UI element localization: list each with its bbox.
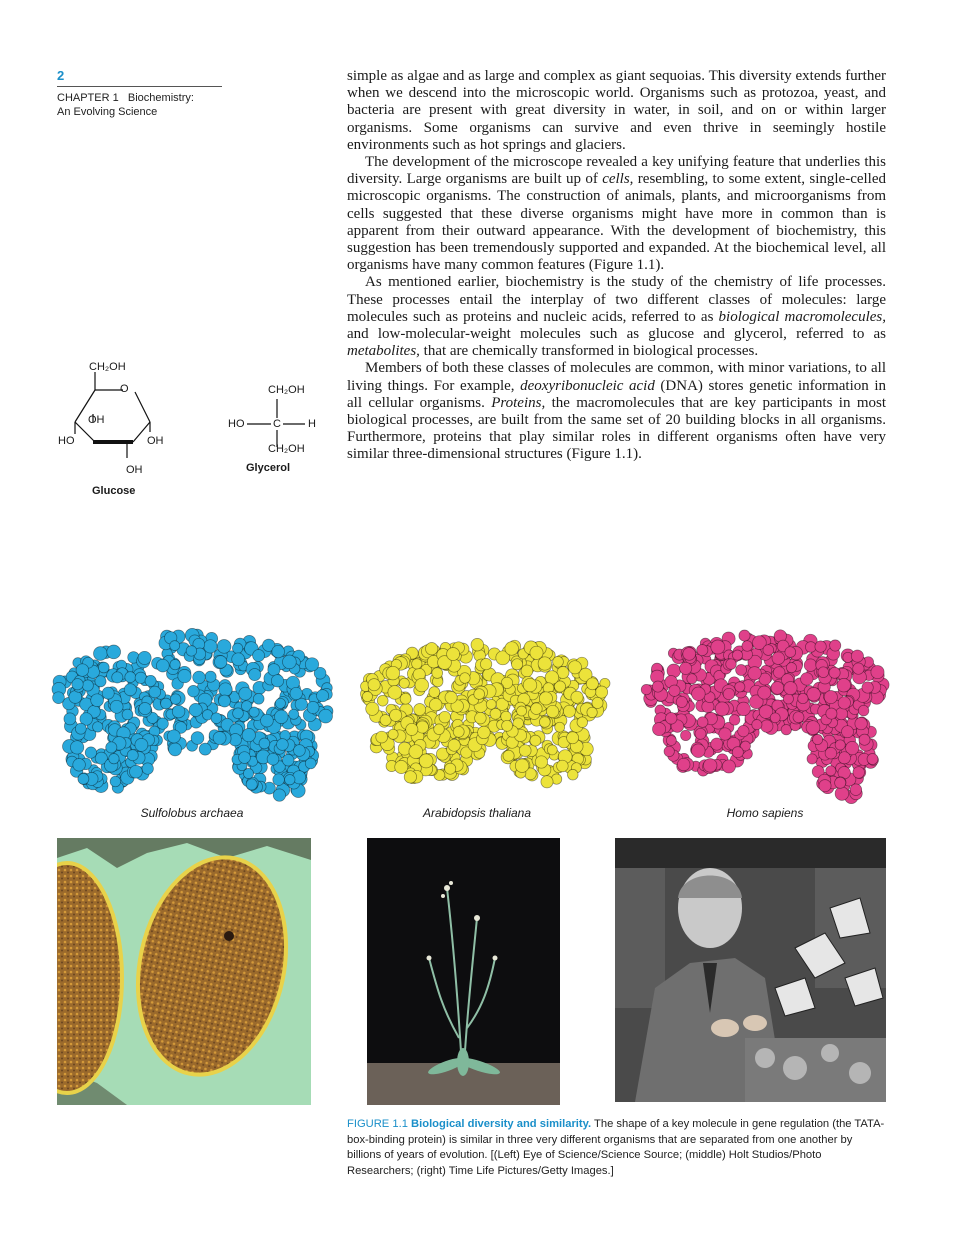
protein-atom bbox=[277, 739, 289, 751]
protein-atom bbox=[445, 691, 457, 703]
protein-atom bbox=[275, 710, 289, 724]
protein-atom bbox=[687, 674, 697, 684]
protein-atom bbox=[815, 641, 826, 652]
protein-atom bbox=[665, 713, 677, 725]
protein-atom bbox=[460, 673, 471, 684]
protein-atom bbox=[505, 642, 519, 656]
protein-atom bbox=[538, 657, 551, 670]
chapter-title-line2: An Evolving Science bbox=[57, 106, 158, 118]
protein-atom bbox=[503, 750, 514, 761]
protein-atom bbox=[261, 714, 274, 727]
protein-atom bbox=[486, 699, 496, 709]
protein-atom bbox=[189, 703, 202, 716]
figure-title: Biological diversity and similarity. bbox=[411, 1118, 592, 1130]
protein-atom bbox=[770, 713, 780, 723]
protein-atom bbox=[412, 659, 422, 669]
protein-atom bbox=[232, 643, 242, 653]
protein-atom bbox=[474, 689, 485, 700]
protein-atom bbox=[683, 648, 696, 661]
protein-atom bbox=[447, 648, 460, 661]
figure-caption-text: The shape of a key molecule in gene regulation (the TATA-box-binding protein) is similar in three very different organisms that are separated from one another by billions of years of evolution. [(Left) Eye of Science/Science Source; (middle) Holt Studios/Photo Researchers; (right) Time Life Pictures/Getty Images.] bbox=[347, 1118, 885, 1177]
protein-atom bbox=[697, 645, 708, 656]
protein-atom bbox=[842, 726, 854, 738]
protein-atom bbox=[434, 724, 445, 735]
protein-atom bbox=[275, 698, 285, 708]
protein-atom bbox=[253, 650, 265, 662]
protein-model-homo-sapiens bbox=[638, 625, 898, 805]
protein-atom bbox=[388, 729, 398, 739]
glucose-oh-bottom: OH bbox=[126, 464, 143, 476]
term-proteins: Proteins, bbox=[491, 394, 546, 411]
protein-atom bbox=[586, 678, 598, 690]
protein-atom bbox=[471, 638, 484, 651]
protein-atom bbox=[835, 777, 846, 788]
term-cells: cells, bbox=[602, 171, 634, 188]
glycerol-ho: HO bbox=[228, 418, 245, 430]
protein-atom bbox=[273, 774, 285, 786]
protein-atom bbox=[692, 744, 706, 758]
protein-atom bbox=[170, 659, 180, 669]
glycerol-label: Glycerol bbox=[246, 462, 291, 474]
protein-atom bbox=[249, 669, 261, 681]
protein-atom bbox=[445, 763, 456, 774]
protein-atom bbox=[85, 747, 96, 758]
protein-atom bbox=[124, 684, 136, 696]
protein-atom bbox=[669, 685, 680, 696]
protein-atom bbox=[285, 775, 295, 785]
protein-atom bbox=[732, 747, 743, 758]
protein-atom bbox=[786, 663, 796, 673]
protein-atom bbox=[858, 705, 869, 716]
protein-atom bbox=[541, 776, 553, 788]
term-metabolites: metabolites, bbox=[347, 343, 420, 360]
paragraph-4: Members of both these classes of molecules are common, with minor variations, to all living things. For example, deoxyribonucleic acid (DNA) stores genetic information in all cellular organisms. Proteins, the macromolecules that are key participants in most biological processes, are built from the same set of 20 building blocks in all organisms. Furthermore, proteins that play similar roles in different organisms often have very similar three-dimensional structures (Figure 1.1). bbox=[347, 360, 887, 463]
protein-atom bbox=[98, 662, 109, 673]
protein-atom bbox=[429, 698, 442, 711]
protein-atom bbox=[596, 686, 608, 698]
term-macromolecules: biological macromolecules, bbox=[718, 308, 886, 325]
protein-atom bbox=[145, 675, 156, 686]
protein-atom bbox=[692, 687, 706, 701]
species-label-sulfolobus: Sulfolobus archaea bbox=[140, 806, 244, 820]
protein-atom bbox=[512, 659, 523, 670]
paragraph-1: simple as algae and as large and complex as giant sequoias. This diversity extends further when we descend into the microscopic world. Organisms such as protozoa, yeast, and bacteria are present with great diversity in water, in soil, and on or within larger organisms. Some organisms can survive and even thrive in seemingly hostile environments such as hot springs and glaciers. bbox=[347, 68, 886, 153]
protein-atom bbox=[93, 722, 103, 732]
protein-atom bbox=[824, 691, 837, 704]
protein-atom bbox=[732, 650, 742, 660]
protein-atom bbox=[531, 703, 543, 715]
protein-atom bbox=[273, 789, 285, 801]
protein-atom bbox=[851, 650, 863, 662]
protein-atom bbox=[233, 708, 244, 719]
protein-atom bbox=[178, 669, 191, 682]
protein-atom bbox=[695, 728, 706, 739]
glycerol-bottom-ch2oh: CH₂OH bbox=[268, 443, 305, 455]
protein-atom bbox=[242, 728, 255, 741]
protein-atom bbox=[268, 664, 280, 676]
protein-atom bbox=[267, 753, 279, 765]
glucose-ho-left: HO bbox=[58, 435, 75, 447]
protein-atom bbox=[232, 653, 245, 666]
protein-atom bbox=[530, 735, 541, 746]
protein-atom bbox=[563, 705, 575, 717]
protein-atom bbox=[127, 750, 138, 761]
protein-atom bbox=[259, 738, 270, 749]
protein-atom bbox=[761, 720, 773, 732]
protein-atom bbox=[170, 641, 180, 651]
protein-atom bbox=[53, 692, 65, 704]
protein-atom bbox=[130, 765, 143, 778]
protein-atom bbox=[376, 731, 388, 743]
protein-atom bbox=[217, 640, 231, 654]
glucose-ch2oh: CH₂OH bbox=[89, 361, 126, 373]
protein-atom bbox=[106, 742, 117, 753]
protein-atom bbox=[161, 698, 172, 709]
protein-atom bbox=[188, 685, 200, 697]
protein-atom bbox=[545, 671, 559, 685]
protein-atom bbox=[697, 717, 708, 728]
protein-atom bbox=[807, 754, 817, 764]
protein-atom bbox=[783, 694, 793, 704]
protein-atom bbox=[149, 686, 161, 698]
photo-scientist-with-molecular-models bbox=[615, 838, 886, 1102]
protein-atom bbox=[826, 766, 836, 776]
species-label-arabidopsis: Arabidopsis thaliana bbox=[422, 806, 532, 820]
protein-atom bbox=[819, 780, 831, 792]
photo-archaea-micrograph bbox=[57, 838, 311, 1105]
protein-atom bbox=[246, 779, 257, 790]
protein-atom bbox=[546, 705, 558, 717]
protein-atom bbox=[855, 717, 867, 729]
protein-atom bbox=[193, 671, 206, 684]
protein-atom bbox=[835, 787, 849, 801]
protein-atom bbox=[793, 712, 804, 723]
protein-atom bbox=[711, 640, 725, 654]
protein-atom bbox=[125, 672, 136, 683]
protein-atom bbox=[399, 678, 409, 688]
protein-atom bbox=[523, 678, 537, 692]
protein-atom bbox=[426, 643, 438, 655]
protein-atom bbox=[76, 664, 89, 677]
protein-atom bbox=[838, 697, 850, 709]
protein-atom bbox=[577, 717, 588, 728]
protein-atom bbox=[784, 682, 797, 695]
protein-atom bbox=[386, 666, 400, 680]
protein-atom bbox=[825, 747, 837, 759]
protein-atom bbox=[666, 736, 676, 746]
body-text bbox=[347, 68, 886, 464]
protein-atom bbox=[653, 723, 666, 736]
protein-atom bbox=[239, 752, 251, 764]
protein-atom bbox=[592, 697, 603, 708]
protein-atom bbox=[853, 663, 864, 674]
protein-atom bbox=[676, 696, 687, 707]
protein-atom bbox=[722, 760, 735, 773]
protein-atom bbox=[772, 652, 785, 665]
protein-atom bbox=[837, 678, 851, 692]
protein-atom bbox=[478, 726, 491, 739]
protein-atom bbox=[502, 720, 513, 731]
protein-atom bbox=[664, 746, 674, 756]
protein-atom bbox=[142, 763, 153, 774]
protein-atom bbox=[736, 665, 747, 676]
glucose-oh-right: OH bbox=[147, 435, 164, 447]
protein-atom bbox=[555, 722, 565, 732]
protein-atom bbox=[763, 645, 774, 656]
protein-atom bbox=[271, 675, 283, 687]
protein-atom bbox=[395, 760, 408, 773]
protein-atom bbox=[110, 776, 121, 787]
protein-atom bbox=[73, 759, 86, 772]
glucose-ring-oxygen: O bbox=[120, 383, 129, 395]
protein-atom bbox=[719, 728, 731, 740]
protein-atom bbox=[680, 662, 692, 674]
protein-atom bbox=[400, 693, 411, 704]
protein-atom bbox=[871, 666, 884, 679]
protein-atom bbox=[715, 702, 729, 716]
protein-atom bbox=[838, 752, 850, 764]
protein-atom bbox=[282, 754, 294, 766]
protein-atom bbox=[567, 732, 579, 744]
paragraph-2: The development of the microscope revealed a key unifying feature that underlies this diversity. Large organisms are built up of cells, resembling, to some extent, single-celled microscopic organisms. The construction of animals, plants, and microorganisms from cells suggested that these diverse organisms might have more in common than is apparent from their outward appearance. With the development of biochemistry, this suggestion has been tremendously supported and expanded. At the biochemical level, all organisms have many common features (Figure 1.1). bbox=[347, 154, 886, 274]
protein-atom bbox=[388, 686, 402, 700]
protein-atom bbox=[835, 740, 845, 750]
protein-atom bbox=[390, 709, 402, 721]
protein-atom bbox=[416, 721, 428, 733]
protein-atom bbox=[213, 732, 226, 745]
protein-atom bbox=[587, 707, 597, 717]
protein-atom bbox=[641, 684, 651, 694]
protein-atom bbox=[853, 767, 865, 779]
protein-atom bbox=[366, 702, 379, 715]
protein-atom bbox=[239, 687, 252, 700]
photo-arabidopsis-plant bbox=[367, 838, 560, 1105]
sidebar-divider bbox=[57, 86, 222, 87]
protein-atom bbox=[521, 665, 533, 677]
chapter-sidebar bbox=[57, 68, 222, 119]
protein-atom bbox=[568, 769, 579, 780]
protein-atom bbox=[801, 673, 814, 686]
protein-atom bbox=[439, 711, 451, 723]
protein-atom bbox=[243, 768, 253, 778]
protein-atom bbox=[135, 738, 148, 751]
protein-atom bbox=[362, 692, 372, 702]
protein-atom bbox=[368, 679, 380, 691]
protein-atom bbox=[415, 678, 429, 692]
protein-atom bbox=[249, 707, 259, 717]
protein-atom bbox=[319, 709, 333, 723]
protein-atom bbox=[737, 702, 751, 716]
protein-atom bbox=[739, 630, 750, 641]
protein-atom bbox=[186, 646, 197, 657]
protein-atom bbox=[723, 688, 734, 699]
protein-atom bbox=[480, 658, 491, 669]
protein-atom bbox=[294, 745, 306, 757]
protein-atom bbox=[742, 641, 753, 652]
protein-atom bbox=[547, 745, 557, 755]
protein-atom bbox=[535, 756, 547, 768]
protein-atom bbox=[283, 655, 297, 669]
protein-atom bbox=[289, 709, 299, 719]
protein-model-arabidopsis bbox=[355, 630, 615, 790]
protein-atom bbox=[404, 771, 416, 783]
protein-atom bbox=[862, 682, 873, 693]
protein-atom bbox=[738, 725, 749, 736]
protein-atom bbox=[169, 743, 182, 756]
protein-atom bbox=[711, 738, 723, 750]
protein-atom bbox=[156, 659, 169, 672]
protein-atom bbox=[172, 705, 185, 718]
protein-atom bbox=[539, 717, 550, 728]
protein-atom bbox=[70, 741, 83, 754]
protein-atom bbox=[490, 708, 501, 719]
protein-atom bbox=[826, 708, 837, 719]
protein-model-sulfolobus bbox=[50, 625, 340, 805]
protein-atom bbox=[64, 713, 76, 725]
glucose-ring bbox=[55, 370, 165, 470]
protein-atom bbox=[571, 691, 583, 703]
protein-atom bbox=[798, 693, 808, 703]
protein-atom bbox=[517, 706, 527, 716]
protein-atom bbox=[317, 690, 329, 702]
protein-atom bbox=[432, 668, 443, 679]
protein-atom bbox=[191, 732, 204, 745]
protein-atom bbox=[850, 784, 862, 796]
protein-atom bbox=[735, 682, 745, 692]
protein-atom bbox=[414, 704, 426, 716]
protein-atom bbox=[804, 659, 817, 672]
paragraph-3: As mentioned earlier, biochemistry is the study of the chemistry of life processes. These processes entail the interplay of two different classes of molecules: large molecules such as proteins and nucleic acids, referred to as biological macromolecules, and low-molecular-weight molecules such as glucose and glycerol, referred to as metabolites, that are chemically transformed in biological processes. bbox=[347, 274, 886, 360]
protein-atom bbox=[211, 713, 222, 724]
protein-atom bbox=[138, 651, 151, 664]
protein-atom bbox=[72, 679, 83, 690]
protein-atom bbox=[813, 734, 823, 744]
glucose-label: Glucose bbox=[92, 485, 136, 497]
protein-atom bbox=[377, 695, 388, 706]
glycerol-top-ch2oh: CH₂OH bbox=[268, 384, 305, 396]
glycerol-h: H bbox=[308, 418, 316, 430]
protein-atom bbox=[475, 712, 487, 724]
protein-atom bbox=[758, 686, 771, 699]
species-label-homo-sapiens: Homo sapiens bbox=[726, 806, 804, 820]
protein-atom bbox=[729, 715, 740, 726]
protein-atom bbox=[406, 723, 418, 735]
protein-atom bbox=[453, 726, 464, 737]
protein-atom bbox=[515, 759, 529, 773]
protein-atom bbox=[752, 720, 762, 730]
protein-atom bbox=[557, 760, 569, 772]
protein-atom bbox=[290, 687, 302, 699]
protein-atom bbox=[78, 773, 89, 784]
protein-atom bbox=[214, 656, 227, 669]
protein-atom bbox=[830, 640, 841, 651]
protein-atom bbox=[829, 667, 840, 678]
protein-atom bbox=[75, 723, 86, 734]
protein-atom bbox=[806, 721, 820, 735]
protein-atom bbox=[677, 758, 690, 771]
protein-atom bbox=[652, 681, 663, 692]
figure-caption bbox=[347, 1117, 887, 1179]
protein-atom bbox=[199, 743, 211, 755]
protein-atom bbox=[539, 692, 552, 705]
protein-atom bbox=[253, 693, 264, 704]
protein-atom bbox=[859, 734, 870, 745]
chapter-title-line1: CHAPTER 1 Biochemistry: bbox=[57, 92, 194, 104]
protein-atom bbox=[91, 694, 104, 707]
protein-atom bbox=[807, 687, 821, 701]
protein-atom bbox=[703, 759, 717, 773]
protein-atom bbox=[95, 676, 106, 687]
protein-atom bbox=[102, 687, 114, 699]
protein-atom bbox=[272, 645, 285, 658]
protein-atom bbox=[157, 718, 168, 729]
protein-atom bbox=[112, 672, 123, 683]
protein-atom bbox=[219, 695, 231, 707]
protein-atom bbox=[553, 656, 564, 667]
protein-atom bbox=[107, 645, 121, 659]
protein-atom bbox=[205, 671, 216, 682]
protein-atom bbox=[748, 667, 761, 680]
protein-atom bbox=[110, 700, 123, 713]
protein-atom bbox=[122, 709, 133, 720]
glucose-oh-upper: OH bbox=[88, 414, 105, 426]
protein-atom bbox=[867, 754, 878, 765]
protein-atom bbox=[305, 658, 318, 671]
protein-atom bbox=[219, 683, 232, 696]
protein-atom bbox=[307, 701, 319, 713]
protein-atom bbox=[726, 659, 737, 670]
protein-atom bbox=[681, 730, 691, 740]
protein-atom bbox=[82, 680, 93, 691]
protein-atom bbox=[170, 694, 181, 705]
protein-atom bbox=[94, 647, 108, 661]
protein-atom bbox=[818, 667, 829, 678]
protein-atom bbox=[109, 754, 119, 764]
page-number: 2 bbox=[57, 68, 65, 83]
protein-atom bbox=[771, 682, 784, 695]
protein-atom bbox=[429, 687, 440, 698]
protein-atom bbox=[448, 739, 460, 751]
protein-atom bbox=[530, 646, 543, 659]
protein-atom bbox=[167, 730, 180, 743]
figure-label: FIGURE 1.1 bbox=[347, 1118, 408, 1130]
protein-atom bbox=[409, 745, 423, 759]
protein-atom bbox=[785, 647, 796, 658]
term-dna: deoxyribonucleic acid bbox=[520, 377, 655, 394]
protein-atom bbox=[519, 745, 531, 757]
protein-atom bbox=[204, 640, 217, 653]
protein-atom bbox=[139, 703, 151, 715]
protein-atom bbox=[568, 661, 581, 674]
glycerol-carbon: C bbox=[273, 418, 281, 430]
